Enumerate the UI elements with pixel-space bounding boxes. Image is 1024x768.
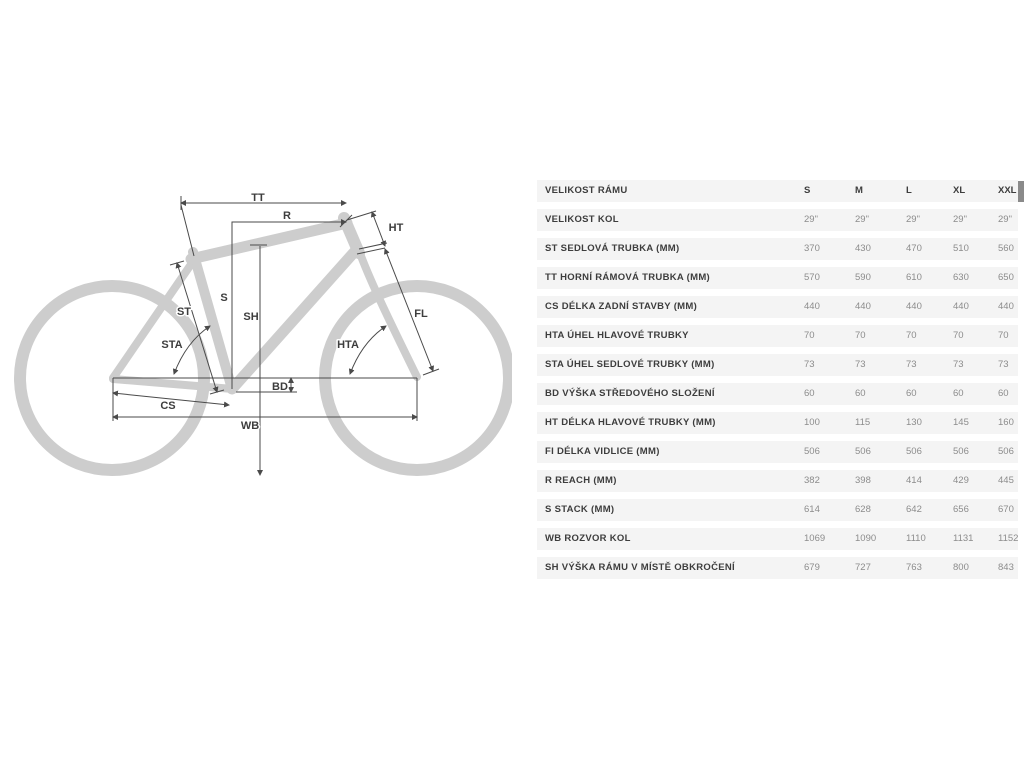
cell-value: 614 <box>804 504 820 515</box>
cell-value: 414 <box>906 475 922 486</box>
label-s: S <box>220 292 228 304</box>
cell-value: 506 <box>804 446 820 457</box>
cell-value: 445 <box>998 475 1014 486</box>
cell-value: 70 <box>953 330 964 341</box>
cell-value: 73 <box>953 359 964 370</box>
column-header: XXL <box>998 185 1017 196</box>
cell-value: 440 <box>998 301 1014 312</box>
row-label: HT DÉLKA HLAVOVÉ TRUBKY (MM) <box>545 417 716 428</box>
column-header: XL <box>953 185 966 196</box>
cell-value: 130 <box>906 417 922 428</box>
cell-value: 506 <box>998 446 1014 457</box>
cell-value: 506 <box>953 446 969 457</box>
table-row <box>537 441 1018 463</box>
cell-value: 506 <box>855 446 871 457</box>
fork-tube <box>361 256 417 377</box>
cell-value: 656 <box>953 504 969 515</box>
table-row <box>537 383 1018 405</box>
table-header-label: VELIKOST RÁMU <box>545 185 628 196</box>
cell-value: 1110 <box>906 533 926 544</box>
column-header: L <box>906 185 912 196</box>
row-label: S STACK (MM) <box>545 504 615 515</box>
cell-value: 29" <box>804 214 818 225</box>
cell-value: 570 <box>804 272 820 283</box>
cell-value: 800 <box>953 562 969 573</box>
cell-value: 145 <box>953 417 969 428</box>
table-row <box>537 499 1018 521</box>
head-tube <box>344 218 359 253</box>
cell-value: 73 <box>855 359 866 370</box>
cell-value: 70 <box>906 330 917 341</box>
bike-geometry-diagram <box>0 170 512 490</box>
row-label: BD VÝŠKA STŘEDOVÉHO SLOŽENÍ <box>545 388 715 399</box>
column-header: S <box>804 185 811 196</box>
label-sta: STA <box>161 339 183 351</box>
table-row <box>537 325 1018 347</box>
cell-value: 630 <box>953 272 969 283</box>
cell-value: 650 <box>998 272 1014 283</box>
cell-value: 610 <box>906 272 922 283</box>
top-tube <box>191 223 347 259</box>
cell-value: 470 <box>906 243 922 254</box>
row-label: ST SEDLOVÁ TRUBKA (MM) <box>545 243 680 254</box>
cell-value: 70 <box>998 330 1009 341</box>
cell-value: 727 <box>855 562 871 573</box>
cell-value: 382 <box>804 475 820 486</box>
cell-value: 628 <box>855 504 871 515</box>
table-row <box>537 238 1018 260</box>
row-label: HTA ÚHEL HLAVOVÉ TRUBKY <box>545 330 689 341</box>
table-row <box>537 296 1018 318</box>
cell-value: 560 <box>998 243 1014 254</box>
cell-value: 60 <box>855 388 866 399</box>
table-row <box>537 412 1018 434</box>
cell-value: 29" <box>855 214 869 225</box>
cell-value: 73 <box>804 359 815 370</box>
table-header-row <box>537 180 1018 202</box>
column-header: M <box>855 185 863 196</box>
cell-value: 506 <box>906 446 922 457</box>
cell-value: 679 <box>804 562 820 573</box>
scrollbar-thumb[interactable] <box>1018 181 1024 202</box>
cell-value: 843 <box>998 562 1014 573</box>
table-row <box>537 528 1018 550</box>
cell-value: 440 <box>855 301 871 312</box>
cell-value: 440 <box>953 301 969 312</box>
label-st: ST <box>176 306 192 318</box>
label-wb: WB <box>240 420 260 432</box>
scrollbar-track[interactable] <box>1018 180 1024 583</box>
cell-value: 763 <box>906 562 922 573</box>
row-label: R REACH (MM) <box>545 475 617 486</box>
cell-value: 100 <box>804 417 820 428</box>
cell-value: 60 <box>804 388 815 399</box>
cell-value: 398 <box>855 475 871 486</box>
table-row <box>537 470 1018 492</box>
cell-value: 60 <box>953 388 964 399</box>
table-row <box>537 354 1018 376</box>
label-r: R <box>283 210 291 222</box>
cell-value: 70 <box>855 330 866 341</box>
cell-value: 73 <box>998 359 1009 370</box>
cell-value: 115 <box>855 417 871 428</box>
cell-value: 1152 <box>998 533 1019 544</box>
cell-value: 29" <box>906 214 920 225</box>
label-hta: HTA <box>337 339 359 351</box>
label-tt: TT <box>251 192 265 204</box>
label-fl: FL <box>414 308 428 320</box>
label-cs: CS <box>160 400 176 412</box>
cell-value: 430 <box>855 243 871 254</box>
row-label: FI DÉLKA VIDLICE (MM) <box>545 446 660 457</box>
cell-value: 440 <box>906 301 922 312</box>
cell-value: 429 <box>953 475 969 486</box>
row-label: CS DÉLKA ZADNÍ STAVBY (MM) <box>545 301 698 312</box>
row-label: TT HORNÍ RÁMOVÁ TRUBKA (MM) <box>545 272 711 283</box>
row-label: WB ROZVOR KOL <box>545 533 631 544</box>
cell-value: 642 <box>906 504 922 515</box>
cell-value: 670 <box>998 504 1014 515</box>
cell-value: 60 <box>906 388 917 399</box>
cell-value: 73 <box>906 359 917 370</box>
row-label: VELIKOST KOL <box>545 214 619 225</box>
cell-value: 29" <box>953 214 967 225</box>
cell-value: 370 <box>804 243 820 254</box>
cell-value: 1090 <box>855 533 877 544</box>
cell-value: 60 <box>998 388 1009 399</box>
row-label: SH VÝŠKA RÁMU V MÍSTĚ OBKROČENÍ <box>545 562 735 573</box>
cell-value: 590 <box>855 272 871 283</box>
cell-value: 29" <box>998 214 1012 225</box>
label-bd: BD <box>272 381 288 393</box>
cell-value: 510 <box>953 243 969 254</box>
row-label: STA ÚHEL SEDLOVÉ TRUBKY (MM) <box>545 359 715 370</box>
cell-value: 440 <box>804 301 820 312</box>
cell-value: 160 <box>998 417 1014 428</box>
cell-value: 70 <box>804 330 815 341</box>
geometry-table <box>537 180 1018 586</box>
table-row <box>537 209 1018 231</box>
cell-value: 1069 <box>804 533 826 544</box>
table-row <box>537 267 1018 289</box>
label-ht: HT <box>388 222 404 234</box>
table-row <box>537 557 1018 579</box>
cell-value: 1131 <box>953 533 974 544</box>
label-sh: SH <box>243 311 259 323</box>
